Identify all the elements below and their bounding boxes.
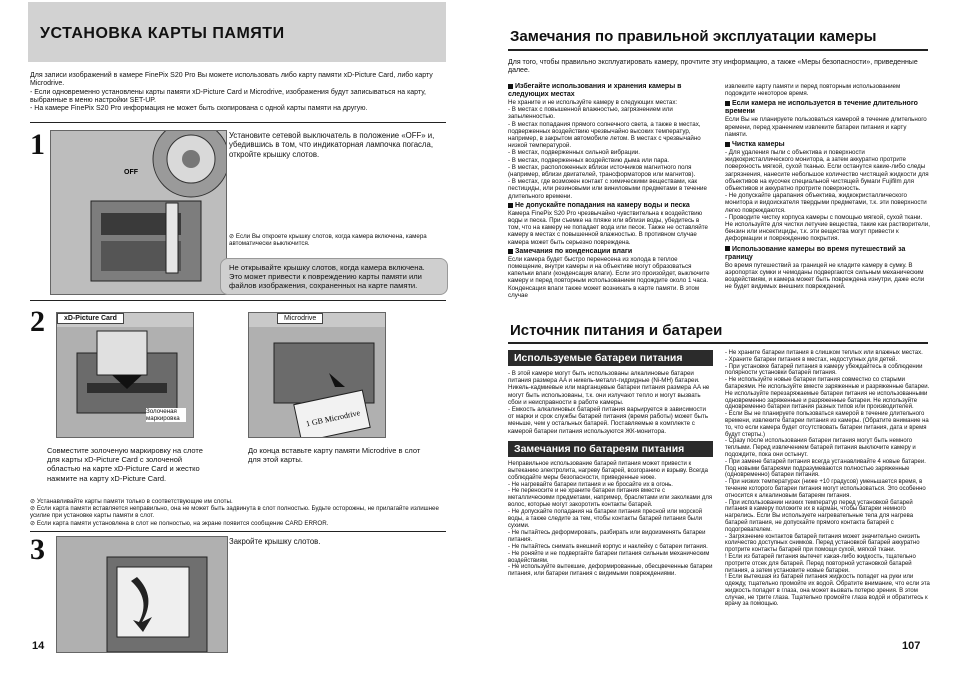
water-text: Камера FinePix S20 Pro чрезвычайно чувствительна к воздействию воды и песка. При съемке на пляже или вблизи воды, убедитесь в том, что на камеру не попадает вода или песок. Также не оставляйте камеру в местах с повышенной влажностью. В противном случае камера может быть серьезно повреждена. — [508, 209, 708, 246]
left-title-box — [28, 2, 446, 62]
step-1-warning-box: Не открывайте крышку слотов, когда камера включена. Это может привести к повреждению карты памяти или файлов изображения, сохраненных на карте памяти. — [220, 258, 448, 295]
cleaning-text: - Для удаления пыли с объектива и поверхности жидкокристаллического монитора, а затем аккуратно протрите поверхность мягкой, сухой тканью. Если останутся какие-либо следы загрязнения, нанесите небольшое количество чистящей жидкости для объективов на кусочек специальной чистящей бумаги Fujifilm для объективов и аккуратно протрите поверхность. - Не допускайте царапания объектива, жидкокристаллического монитора и видоискателя твердыми предметами, т.к. эти поверхности легко повреждаются. - Проводите чистку корпуса камеры с помощью мягкой, сухой ткани. Не используйте для чистки летучие вещества, такие как растворители, бензин или инсектициды, т.к. эти вещества могут привести к деформации и повреждению покрытия. — [725, 149, 930, 243]
used-batteries-bar: Используемые батареи питания — [508, 350, 713, 366]
care-section-cleaning — [725, 141, 930, 243]
long-storage-text: Если Вы не планируете пользоваться камерой в течение длительного времени, перед хранением извлеките батареи питания и карту памяти. — [725, 116, 927, 138]
title-underline — [508, 49, 928, 51]
close-cover-illustration — [57, 537, 227, 652]
microdrive-card-marking: 1 GB Microdrive — [305, 408, 361, 429]
step-2-note-1: ⊘ Устанавливайте карты памяти только в соответствующие им слоты. — [30, 498, 233, 505]
left-page-title: УСТАНОВКА КАРТЫ ПАМЯТИ — [40, 25, 285, 42]
care-column-2 — [725, 83, 930, 290]
care-column-1 — [508, 83, 713, 299]
step-1-camera-photo — [50, 130, 227, 295]
divider — [30, 300, 446, 301]
left-intro — [30, 72, 446, 113]
storage-text: Не храните и не используйте камеру в следующих местах: - В местах с повышенной влажностью, загрязнением или запыленностью. - В местах попадания прямого солнечного света, а также в местах, подверженных воздействию чрезвычайно высоких температур, например, в закрытом автомобиле летом. В местах с чрезвычайно низкой температурой. - В местах, подверженных сильной вибрации. - В местах, подверженных воздействию дыма или пара. - В местах, расположенных вблизи источников магнитного поля (например, вблизи двигателей, трансформаторов или магнитов). - В местах, где возможен контакт с химическими веществами, как пестициды, или резиновыми или виниловыми предметами в течение длительного времени. — [508, 99, 707, 200]
battery-notes-bar: Замечания по батареям питания — [508, 441, 713, 457]
step-3-photo — [56, 536, 228, 653]
condensation-continued: извлеките карту памяти и перед повторным использованием подождите некоторое время. — [725, 83, 901, 98]
xd-card-caption: Совместите золоченую маркировку на слоте для карты xD-Picture Card с золоченой областью на карте xD-Picture Card и жестко нажмите на карту xD-Picture Card. — [47, 446, 203, 483]
step-1-number: 1 — [30, 128, 45, 161]
right-title-2: Источник питания и батареи — [510, 322, 723, 339]
gold-marking-label: Золоченая маркировка — [146, 408, 186, 422]
battery-column-1 — [508, 350, 713, 578]
microdrive-photo — [248, 312, 386, 438]
step-2-notes — [30, 498, 446, 527]
intro-paragraph-1: Для записи изображений в камере FinePix S20 Pro Вы можете использовать либо карту памяти xD-Picture Card, либо карту Microdrive. — [30, 72, 433, 88]
battery-column-2: - Не храните батареи питания в слишком теплых или влажных местах. - Храните батареи питания в местах, недоступных для детей. - При установке батарей питания в камеру убеждайтесь в соблюдении полярности установки батарей питания. - Не используйте новые батареи питания совместно со старыми батареями. Не используйте вместе заряженные и разряженные батареи. Не используйте перезаряжаемые батареи питания не использованными одновременно заряженные и разряженные батареи. Не используйте одновременно батареи питания разных типов или производителей. - Если Вы не планируете пользоваться камерой в течение длительного времени, извлеките батареи питания из камеры. (Обратите внимание на то, что если камера будет отсутствовать батареи питания, дата и время будут стерты.) - Сразу после использования батареи питания могут быть немного теплыми. Перед извлечением батарей питания выключите камеру и подождите, пока они остынут. - При замене батарей питания всегда устанавливайте 4 новые батареи. Под новыми батареями подразумеваются полностью заряженные (одновременно) батареи питания. - При низких температурах (ниже +10 градусов) уменьшается время, в течение которого батареи питания могут использоваться. Это особенно относится к алкалиновым батареям питания. - При использовании низких температур перед установкой батарей питания в камеру положите их в карман, чтобы батареи немного нагрелись. Если Вы используете нагревательные тела для нагрева батарей питания, не допускайте прямого контакта батарей с подогревателем. - Загрязнение контактов батарей питания может значительно снизить количество доступных снимков. Перед установкой батарей аккуратно протрите контакты батарей при помощи сухой, мягкой ткани. ! Если из батарей питания вытечет какая-либо жидкость, тщательно протрите отсек для батарей. Перед повторной установкой батарей питания, а затем установите новые батареи. ! Если вытекшая из батарей питания жидкость попадет на руки или одежду, тщательно промойте их водой. Обратите внимание, что если эта жидкость попадет в глаза, она может вызвать потерю зрения. В этом случае, не трите глаза. Тщательно промойте глаза водой и обратитесь к врачу за помощью. — [725, 350, 930, 608]
right-page-number: 107 — [902, 640, 921, 652]
divider — [30, 531, 446, 532]
divider — [30, 122, 446, 123]
left-page-number: 14 — [32, 640, 45, 652]
step-2-note-3: ⊘ Если карта памяти установлена в слот не полностью, на экране появится сообщение CARD ERROR. — [30, 519, 329, 527]
step-2-note-2: ⊘ Если карта памяти вставляется неправильно, она не может быть задвинута в слот полностью. Будьте осторожны, не прилагайте излишнее усилие при установке карты памяти в слот. — [30, 505, 439, 520]
microdrive-label: Microdrive — [277, 313, 323, 324]
step-1-text: Установите сетевой выключатель в положение «OFF» и, убедившись в том, что индикаторная лампочка погасла, откройте крышку слотов. — [229, 131, 435, 159]
step-1-note — [229, 233, 446, 247]
xd-card-label: xD-Picture Card — [57, 313, 124, 324]
care-section-storage — [508, 83, 713, 200]
note-icon: ⊘ — [229, 233, 235, 240]
care-section-long-storage — [725, 100, 930, 138]
used-batteries-text: - В этой камере могут быть использованы алкалиновые батареи питания размера AA и никель-металл-гидридные (Ni-MH) батареи. Никель-кадмиевые или марганцевые батареи питания размера AA не могут быть использованы, т.к. они излучают тепло и могут вызвать сбои и неисправности в работе камеры. - Емкость алкалиновых батарей питания варьируется в зависимости от марки и срок службы батарей питания (время работы) может быть меньше, чем у остальных батарей. Поставляемые в комплекте с камерой батареи питания используются ЖК-монитора. — [508, 370, 710, 435]
intro-paragraph-3: - На камере FinePix S20 Pro информация не может быть скопирована с одной карты памяти на другую. — [30, 105, 368, 113]
care-section-condensation — [508, 248, 713, 299]
water-heading: Не допускайте попадания на камеру воды и песка — [515, 201, 690, 209]
step-3-text: Закройте крышку слотов. — [229, 537, 321, 546]
travel-heading: Использование камеры во время путешествий за границу — [725, 245, 906, 261]
condensation-heading: Замечания по конденсации влаги — [515, 247, 633, 255]
intro-paragraph-2: - Если одновременно установлены карты памяти xD-Picture Card и Microdrive, изображения будут записываться на карту, выбранные в меню настройки SET-UP. — [30, 88, 426, 104]
camera-slots-illustration — [51, 131, 226, 294]
step-2-number: 2 — [30, 305, 45, 338]
cleaning-heading: Чистка камеры — [732, 141, 785, 149]
long-storage-heading: Если камера не используется в течение длительного времени — [725, 100, 918, 116]
microdrive-caption: До конца вставьте карту памяти Microdrive в слот для этой карты. — [248, 446, 421, 465]
step-3-number: 3 — [30, 533, 45, 566]
storage-heading: Избегайте использования и хранения камеры в следующих местах — [508, 83, 682, 98]
right-title-1: Замечания по правильной эксплуатации камеры — [510, 28, 877, 45]
care-section-water — [508, 202, 713, 246]
right-intro: Для того, чтобы правильно эксплуатировать камеру, прочтите эту информацию, а также «Меры безопасности», приведенные далее. — [508, 59, 918, 75]
off-label: OFF — [124, 169, 138, 176]
step-1-note-text: Если Вы откроете крышку слотов, когда камера включена, камера автоматически выключится. — [229, 233, 427, 248]
condensation-text: Если камера будет быстро перенесена из холода в теплое помещение, внутри камеры и на объективе могут образоваться капельки влаги (конденсация влаги). Если это произойдет, выключите камеру и перед повторным использованием подождите около 1 часа. Конденсация влаги также может возникать в карте памяти. В этом случае — [508, 255, 710, 299]
battery-notes-text: Неправильное использование батарей питания может привести к вытеканию электролита, нагреву батарей, возгоранию и взрыву. Всегда соблюдайте меры безопасности, приведенные ниже. - Не нагревайте батареи питания и не бросайте их в огонь. - Не переносите и не храните батареи питания вместе с металлическими предметами, например, браслетами или заколками для волос, которые могут закоротить контакты батарей. - Не допускайте попадания на батареи питания пресной или морской воды, а также следите за тем, чтобы контакты батарей питания были сухими. - Не пытайтесь деформировать, разбирать или видоизменять батареи питания. - Не пытайтесь снимать внешний корпус и наклейку с батареи питания. - Не роняйте и не подвергайте батареи питания сильным механическим воздействиям. - Не используйте вытекшие, деформированные, обесцвеченные батареи питания, или батареи питания с видимыми повреждениями. — [508, 460, 713, 578]
travel-text: Во время путешествий за границей не кладите камеру в сумку. В аэропортах сумки и чемоданы подвергаются сильным механическим воздействиям, и камера может быть повреждена изнутри, даже если не будет видимых внешних повреждений. — [725, 261, 925, 291]
care-section-travel — [725, 246, 930, 291]
title-underline — [508, 342, 928, 344]
microdrive-illustration — [249, 313, 385, 437]
